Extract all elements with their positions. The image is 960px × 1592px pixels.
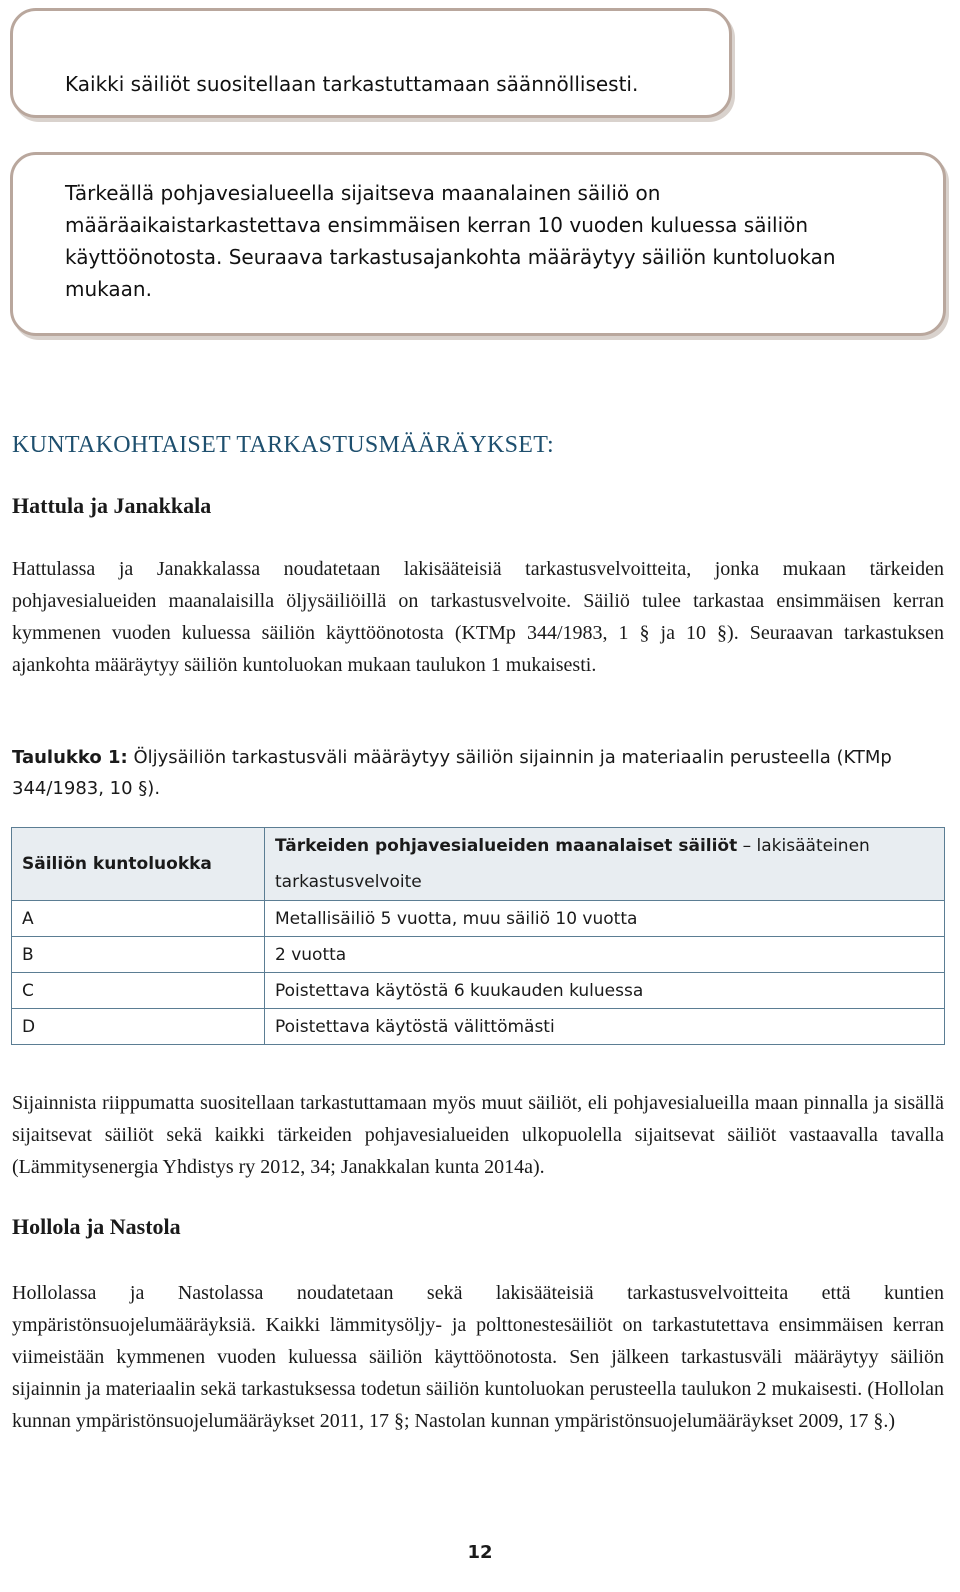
cell-class: B [12,937,265,973]
subheading-hollola: Hollola ja Nastola [12,1214,181,1239]
paragraph-location: Sijainnista riippumatta suositellaan tarkastuttamaan myös muut säiliöt, eli pohjavesialueilla maan pinnalla ja sisällä sijaitsevat säiliöt sekä kaikki tärkeiden pohjavesialueiden ulkopuolella sijaitsevat säiliöt vastaavalla tavalla (Lämmitysenergia Yhdistys ry 2012, 34; Janakkalan kunta 2014a). [12,1092,944,1178]
table-caption-label: Taulukko 1: [12,747,128,768]
table-caption [12,742,944,804]
header-groundwater-tanks-rest: – lakisääteinen tarkastusvelvoite [275,836,870,892]
cell-class: D [12,1009,265,1045]
header-groundwater-tanks [265,828,945,901]
cell-interval: Poistettava käytöstä 6 kuukauden kuluessa [265,973,945,1009]
section-heading: KUNTAKOHTAISET TARKASTUSMÄÄRÄYKSET: [12,432,555,458]
page-number: 12 [467,1542,493,1563]
cell-class: C [12,973,265,1009]
cell-interval: 2 vuotta [265,937,945,973]
subheading-hattula: Hattula ja Janakkala [12,493,212,518]
table-row [12,937,945,973]
cell-interval: Metallisäiliö 5 vuotta, muu säiliö 10 vuotta [265,901,945,937]
inspection-interval-table [11,827,945,1045]
callout-text-recommendation: Kaikki säiliöt suositellaan tarkastuttamaan säännöllisesti. [65,72,639,96]
callout-box-recommendation [10,8,732,118]
table-row [12,973,945,1009]
callout-text-groundwater: Tärkeällä pohjavesialueella sijaitseva maanalainen säiliö on määräaikaistarkastettava ensimmäisen kerran 10 vuoden kuluessa säiliön käyttöönotosta. Seuraava tarkastusajankohta määräytyy säiliön kuntoluokan mukaan. [65,181,836,301]
header-condition-class: Säiliön kuntoluokka [12,828,265,901]
table-caption-text: Öljysäiliön tarkastusväli määräytyy säiliön sijainnin ja materiaalin perusteella (KTMp 344/1983, 10 §). [12,747,892,799]
table-row [12,901,945,937]
table-row [12,1009,945,1045]
table-header-row [12,828,945,901]
cell-class: A [12,901,265,937]
cell-interval: Poistettava käytöstä välittömästi [265,1009,945,1045]
paragraph-hattula: Hattulassa ja Janakkalassa noudatetaan lakisääteisiä tarkastusvelvoitteita, jonka mukaan tärkeiden pohjavesialueiden maanalaisilla öljysäiliöillä on tarkastusvelvoite. Säiliö tulee tarkastaa ensimmäisen kerran kymmenen vuoden kuluessa säiliön käyttöönotosta (KTMp 344/1983, 1 § ja 10 §). Seuraavan tarkastuksen ajankohta määräytyy säiliön kuntoluokan mukaan taulukon 1 mukaisesti. [12,558,944,676]
paragraph-hollola: Hollolassa ja Nastolassa noudatetaan sekä lakisääteisiä tarkastusvelvoitteita että kuntien ympäristönsuojelumääräyksiä. Kaikki lämmitysöljy- ja polttonestesäiliöt on tarkastutettava ensimmäisen kerran viimeistään kymmenen vuoden kuluessa säiliön käyttöönotosta. Sen jälkeen tarkastusväli määräytyy säiliön sijainnin ja materiaalin sekä tarkastuksessa todetun säiliön kuntoluokan perusteella taulukon 2 mukaisesti. (Hollolan kunnan ympäristönsuojelumääräykset 2011, 17 §; Nastolan kunnan ympäristönsuojelumääräykset 2009, 17 §.) [12,1282,944,1432]
callout-box-groundwater [10,152,946,336]
header-groundwater-tanks-bold: Tärkeiden pohjavesialueiden maanalaiset säiliöt [275,836,738,856]
